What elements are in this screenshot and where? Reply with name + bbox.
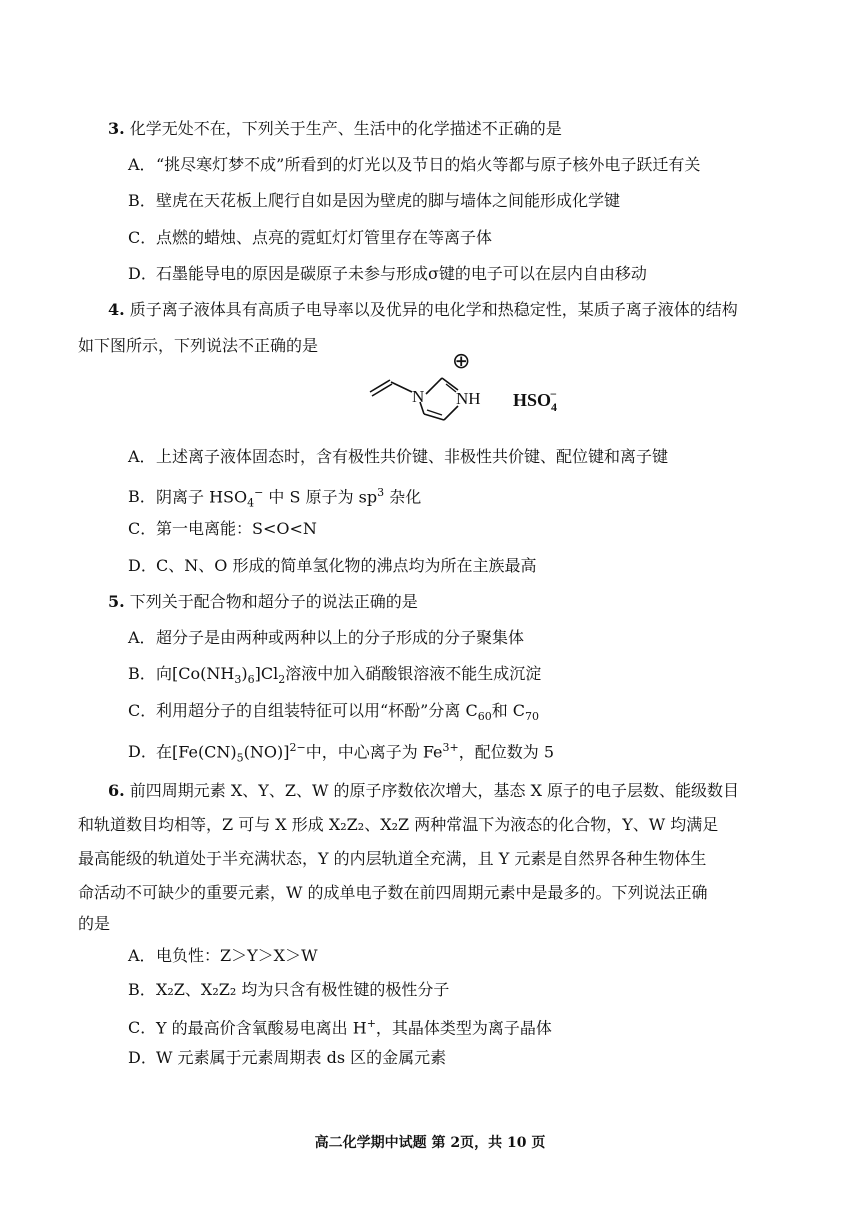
positive-charge-icon: ⊕ xyxy=(452,349,471,374)
question-4-stem: 4. 质子离子液体具有高质子电导率以及优异的电化学和热稳定性，某质子离子液体的结构 xyxy=(108,300,738,319)
question-6-stem-line-4: 命活动不可缺少的重要元素，W 的成单电子数在前四周期元素中是最多的。下列说法正确 xyxy=(78,883,708,902)
question-3-option-a: A．“挑尽寒灯梦不成”所看到的灯光以及节日的焰火等都与原子核外电子跃迁有关 xyxy=(128,155,701,174)
question-6-option-a: A．电负性：Z＞Y＞X＞W xyxy=(128,946,318,965)
question-3-stem: 3. 化学无处不在，下列关于生产、生活中的化学描述不正确的是 xyxy=(108,119,562,138)
question-4-option-a: A．上述离子液体固态时，含有极性共价键、非极性共价键、配位键和离子键 xyxy=(128,447,669,466)
question-5-stem: 5. 下列关于配合物和超分子的说法正确的是 xyxy=(108,592,418,611)
question-4-stem-continued: 如下图所示，下列说法不正确的是 xyxy=(78,336,319,355)
question-3-option-d: D．石墨能导电的原因是碳原子未参与形成σ键的电子可以在层内自由移动 xyxy=(128,264,647,283)
anion-label: $HSO_4-$ xyxy=(513,387,558,414)
ring-inner-double-bond xyxy=(427,410,442,415)
question-5-option-c: C．利用超分子的自组装特征可以用“杯酚”分离 $C_{60}$和 $C_{70}$ xyxy=(128,701,540,724)
question-3-option-b: B．壁虎在天花板上爬行自如是因为壁虎的脚与墙体之间能形成化学键 xyxy=(128,191,621,210)
question-6-option-d: D．W 元素属于元素周期表 ds 区的金属元素 xyxy=(128,1048,447,1067)
question-6-stem-line-5: 的是 xyxy=(78,914,111,933)
question-6-stem-line-2: 和轨道数目均相等，Z 可与 X 形成 X₂Z₂、X₂Z 两种常温下为液态的化合物，Y、W 均满足 xyxy=(78,815,719,834)
page-footer: 高二化学期中试题 第 2页，共 10 页 xyxy=(314,1135,546,1151)
question-3-option-c: C．点燃的蜡烛、点亮的霓虹灯灯管里存在等离子体 xyxy=(128,228,493,247)
question-4-option-b: B．阴离子 $HSO_4^-$ 中 S 原子为 $sp^3$ 杂化 xyxy=(128,486,422,510)
question-5-option-b: B．向$[Co(NH_3)_6]Cl_2$溶液中加入硝酸银溶液不能生成沉淀 xyxy=(128,664,542,687)
ring-bond-n3-c4 xyxy=(444,406,458,420)
nitrogen-1-label: N xyxy=(412,387,425,406)
question-6-stem: 6. 前四周期元素 X、Y、Z、W 的原子序数依次增大，基态 X 原子的电子层数、能级数目 xyxy=(108,781,740,800)
question-5-option-a: A．超分子是由两种或两种以上的分子形成的分子聚集体 xyxy=(128,628,525,647)
question-6-option-b: B．X₂Z、X₂Z₂ 均为只含有极性键的极性分子 xyxy=(128,980,450,999)
vinyl-bond-2 xyxy=(391,382,412,392)
nh-label: NH xyxy=(456,389,481,408)
vinyl-double-bond xyxy=(372,384,392,396)
vinyl-bond-1 xyxy=(370,380,390,392)
question-4-option-c: C．第一电离能：S<O<N xyxy=(128,519,317,538)
question-4-option-d: D．C、N、O 形成的简单氢化物的沸点均为所在主族最高 xyxy=(128,556,537,575)
question-6-option-c: C．Y 的最高价含氧酸易电离出 H+，其晶体类型为离子晶体 xyxy=(128,1017,552,1038)
ionic-liquid-structure xyxy=(360,344,650,446)
ring-bond-n1-c2 xyxy=(426,378,442,394)
question-6-stem-line-3: 最高能级的轨道处于半充满状态，Y 的内层轨道全充满，且 Y 元素是自然界各种生物体生 xyxy=(78,849,707,868)
question-5-option-d: D．在$[Fe(CN)_5(NO)]^{2-}$中，中心离子为 $Fe^{3+}$，配位数为 5 xyxy=(128,741,555,765)
